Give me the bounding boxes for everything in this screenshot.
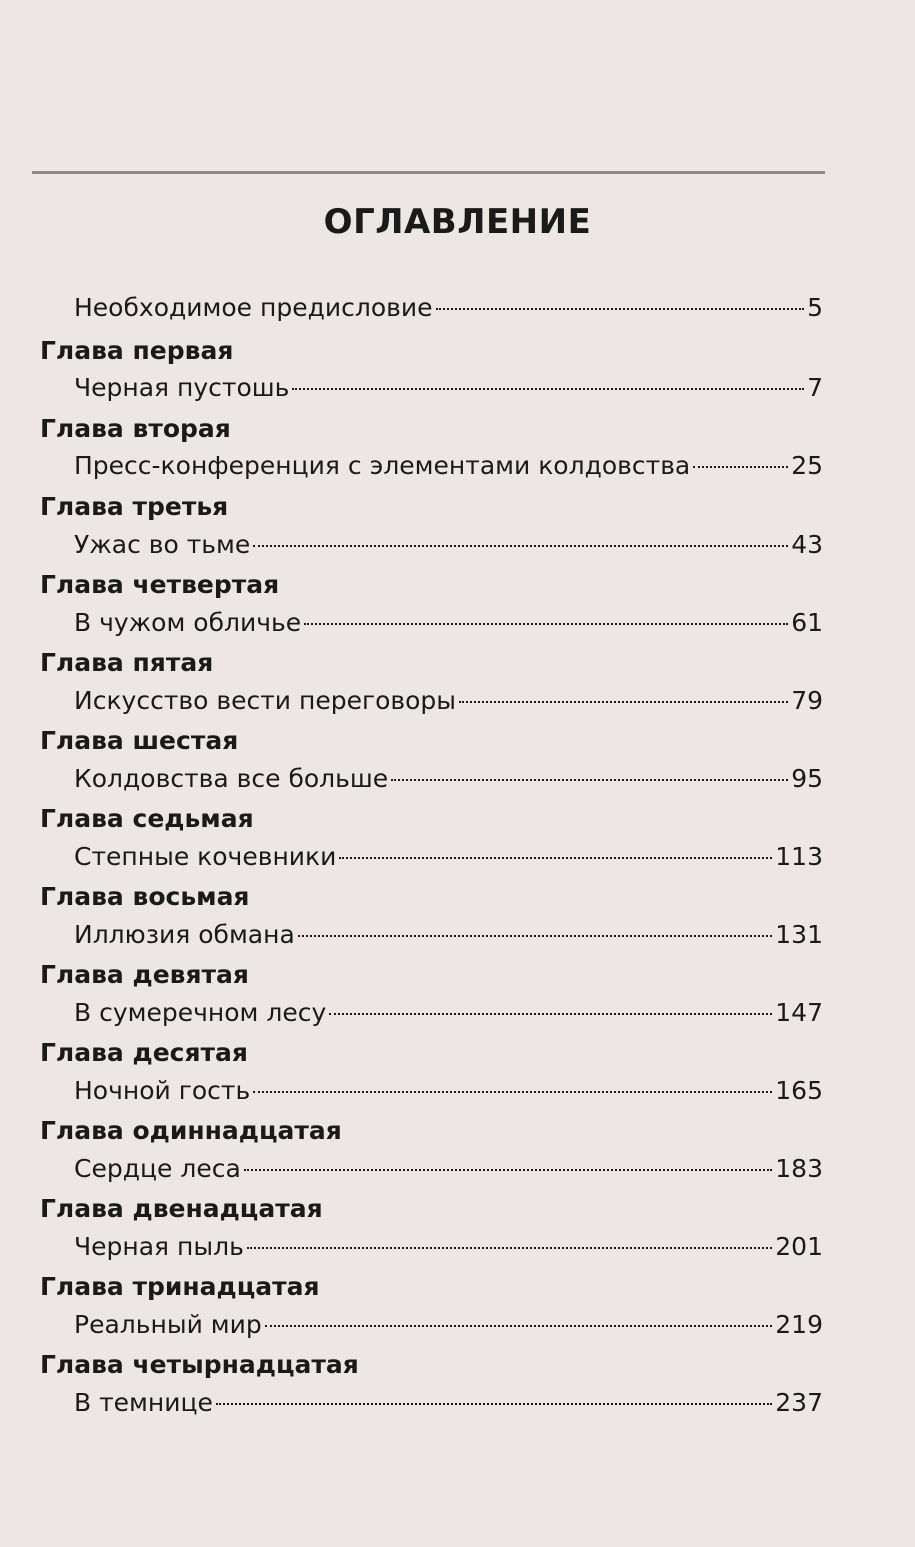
dot-leader	[304, 623, 788, 625]
entry-page-number: 79	[791, 686, 823, 715]
header-rule	[32, 171, 825, 174]
chapter-heading: Глава первая	[40, 336, 234, 365]
entry-title: Сердце леса	[74, 1154, 241, 1183]
entry-title: Черная пустошь	[74, 373, 290, 402]
entry-page-number: 43	[791, 530, 823, 559]
entry-title: Необходимое предисловие	[74, 293, 433, 322]
chapter-heading: Глава седьмая	[40, 804, 254, 833]
toc-entry	[74, 603, 823, 643]
entry-title: В сумеречном лесу	[74, 998, 327, 1027]
dot-leader	[693, 466, 788, 468]
entry-page-number: 113	[775, 842, 823, 871]
toc-entry-preface	[74, 288, 823, 328]
dot-leader	[436, 308, 805, 310]
entry-title: Степные кочевники	[74, 842, 337, 871]
dot-leader	[329, 1013, 772, 1015]
entry-page-number: 165	[775, 1076, 823, 1105]
entry-title: Искусство вести переговоры	[74, 686, 457, 715]
chapter-heading: Глава девятая	[40, 960, 249, 989]
entry-title: В чужом обличье	[74, 608, 302, 637]
entry-title: Колдовства все больше	[74, 764, 389, 793]
dot-leader	[292, 388, 804, 390]
entry-page-number: 95	[791, 764, 823, 793]
entry-title: Ночной гость	[74, 1076, 251, 1105]
entry-title: Черная пыль	[74, 1232, 244, 1261]
entry-page-number: 7	[807, 373, 823, 402]
entry-title: В темнице	[74, 1388, 213, 1417]
entry-page-number: 237	[775, 1388, 823, 1417]
chapter-heading: Глава восьмая	[40, 882, 250, 911]
entry-title: Реальный мир	[74, 1310, 262, 1339]
chapter-heading: Глава четвертая	[40, 570, 280, 599]
dot-leader	[298, 935, 772, 937]
toc-entry	[74, 993, 823, 1033]
dot-leader	[459, 701, 788, 703]
entry-page-number: 5	[807, 293, 823, 322]
toc-title: ОГЛАВЛЕНИЕ	[323, 202, 592, 242]
entry-page-number: 61	[791, 608, 823, 637]
dot-leader	[265, 1325, 773, 1327]
entry-page-number: 183	[775, 1154, 823, 1183]
chapter-heading: Глава шестая	[40, 726, 239, 755]
toc-entry	[74, 915, 823, 955]
toc-entry	[74, 1305, 823, 1345]
chapter-heading: Глава пятая	[40, 648, 214, 677]
toc-entry	[74, 1149, 823, 1189]
dot-leader	[391, 779, 788, 781]
dot-leader	[253, 545, 788, 547]
toc-entry	[74, 681, 823, 721]
entry-page-number: 131	[775, 920, 823, 949]
dot-leader	[216, 1403, 772, 1405]
chapter-heading: Глава четырнадцатая	[40, 1350, 359, 1379]
entry-title: Пресс-конференция с элементами колдовства	[74, 451, 691, 480]
entry-title: Ужас во тьме	[74, 530, 251, 559]
toc-entry	[74, 1383, 823, 1423]
entry-title: Иллюзия обмана	[74, 920, 295, 949]
entry-page-number: 25	[791, 451, 823, 480]
toc-entry	[74, 368, 823, 408]
chapter-heading: Глава десятая	[40, 1038, 248, 1067]
toc-entry	[74, 1227, 823, 1267]
toc-entry	[74, 525, 823, 565]
entry-page-number: 219	[775, 1310, 823, 1339]
toc-entry	[74, 759, 823, 799]
toc-entry	[74, 1071, 823, 1111]
entry-page-number: 201	[775, 1232, 823, 1261]
chapter-heading: Глава двенадцатая	[40, 1194, 323, 1223]
chapter-heading: Глава вторая	[40, 414, 231, 443]
dot-leader	[247, 1247, 772, 1249]
chapter-heading: Глава одиннадцатая	[40, 1116, 342, 1145]
toc-entry	[74, 837, 823, 877]
toc-entry	[74, 446, 823, 486]
chapter-heading: Глава тринадцатая	[40, 1272, 320, 1301]
dot-leader	[253, 1091, 772, 1093]
chapter-heading: Глава третья	[40, 492, 229, 521]
dot-leader	[244, 1169, 773, 1171]
dot-leader	[339, 857, 772, 859]
entry-page-number: 147	[775, 998, 823, 1027]
